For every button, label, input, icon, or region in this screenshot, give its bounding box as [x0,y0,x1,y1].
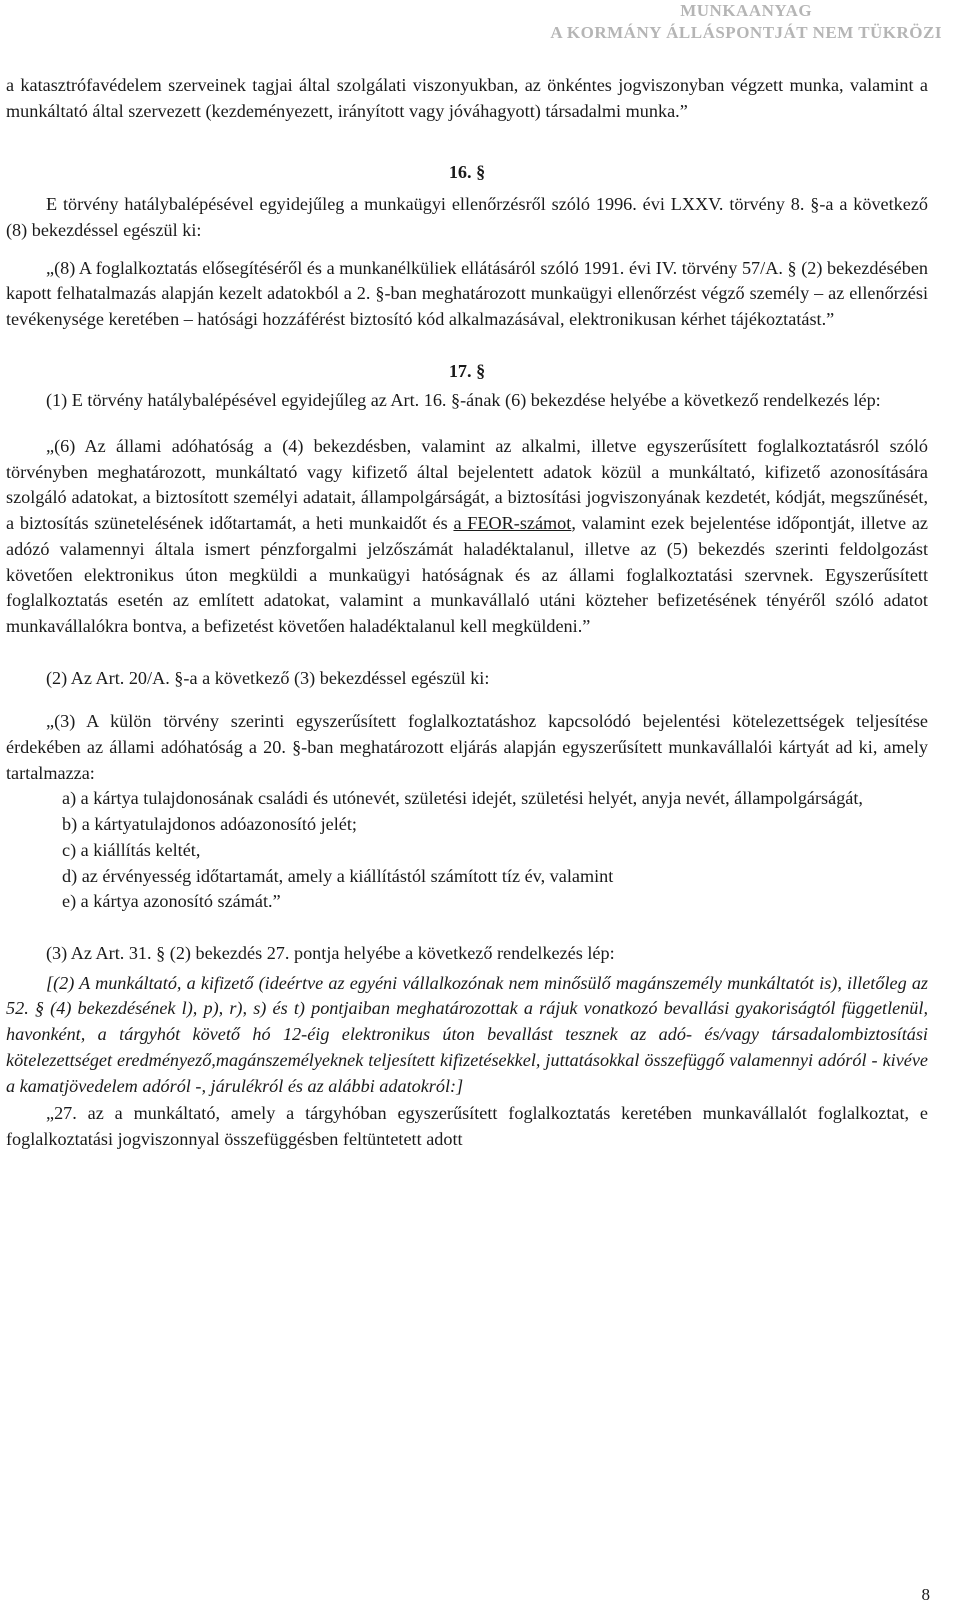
header-line-1: MUNKAANYAG [680,1,813,20]
quote-6-part-2: , valamint ezek bejelentése időpontját, illetve az adózó valamennyi általa ismert pénzforgalmi jelzőszámát haladéktalanul, illetve az (5) bekezdés szerinti feldolgozást követően elektronikus úton megküldi a munkaügyi hatóságnak és az állami foglalkoztatási szervnek. Egyszerűsített foglalkoztatás esetén az említett adatokat, valamint a munkavállaló utáni közteher befizetésének tényéről szóló adatot munkavállalókra bontva, a befizetést követően haladéktalanul kell megküldeni.” [6,513,928,636]
watermark-header [550,0,942,44]
paragraph-intro: a katasztrófavédelem szerveinek tagjai által szolgálati viszonyukban, az önkéntes jogviszonyban végzett munka, valamint a munkáltató által szervezett (kezdeményezett, irányított vagy jóváhagyott) társadalmi munka.” [6,75,928,121]
section-17-heading: 17. § [448,360,486,381]
quote-27: „27. az a munkáltató, amely a tárgyhóban egyszerűsített foglalkoztatás keretében munkavállalót foglalkoztat, e foglalkoztatási jogviszonnyal összefüggésben feltüntetett adott [6,1103,928,1149]
quote-31-2-italic: [(2) A munkáltató, a kifizető (ideértve az egyéni vállalkozónak nem minősülő magánszemély munkáltatót is), illetőleg az 52. § (4) bekezdésének l), p), r), s) és t) pontjaiban meghatározottak a rájuk vonatkozó bevallási gyakoriságtól függetlenül, havonként, a tárgyhót követő hó 12-éig elektronikus úton bevallást tesznek az adó- és/vagy társadalombiztosítási kötelezettséget eredményező,magánszemélyeknek teljesített kifizetésekkel, juttatásokkal összefüggő valamennyi adóról - kivéve a kamatjövedelem adóról -, járulékról és az alábbi adatokról:] [6,972,928,1096]
list-item-d: d) az érvényesség időtartamát, amely a kiállítástól számított tíz év, valamint [62,865,614,886]
list-item-c: c) a kiállítás keltét, [62,839,201,860]
quote-3: „(3) A külön törvény szerinti egyszerűsített foglalkoztatáshoz kapcsolódó bejelentési kötelezettségek teljesítése érdekében az állami adóhatóság a 20. §-ban meghatározott eljárás alapján egyszerűsített munkavállalói kártyát ad ki, amely tartalmazza: [6,711,928,783]
paragraph-16: E törvény hatálybalépésével egyidejűleg a munkaügyi ellenőrzésről szóló 1996. évi LXXV. törvény 8. §-a a következő (8) bekezdéssel egészül ki: [6,194,928,240]
feor-underlined: a FEOR-számot [453,513,572,534]
list-item-e: e) a kártya azonosító számát.” [62,891,281,912]
quote-6-part-1: „(6) Az állami adóhatóság a (4) bekezdésben, valamint az alkalmi, illetve egyszerűsített foglalkoztatásról szóló törvényben meghatározott, munkáltató vagy kifizető által bejelentett adatok közül a munkáltató, kifizető azonosítására szolgáló adatokat, a biztosított személyi adatait, állampolgárságát, a biztosítási jogviszonyának kezdetét, kódját, megszűnését, a biztosítás szünetelésének időtartamát, a heti munkaidőt és [6,436,928,534]
paragraph-17-1: (1) E törvény hatálybalépésével egyidejűleg az Art. 16. §-ának (6) bekezdése helyébe a következő rendelkezés lép: [46,390,881,411]
list-item-a: a) a kártya tulajdonosának családi és utónevét, születési idejét, születési helyét, anyja nevét, állampolgárságát, [62,788,863,809]
quote-8: „(8) A foglalkoztatás elősegítéséről és a munkanélküliek ellátásáról szóló 1991. évi IV. törvény 57/A. § (2) bekezdésében kapott felhatalmazás alapján kezelt adatokból a 2. §-ban meghatározott munkaügyi ellenőrzést végző személy – az ellenőrzési tevékenysége keretében – hatósági hozzáférést biztosító kód alkalmazásával, elektronikusan kérhet tájékoztatást.” [6,257,928,329]
section-16-heading: 16. § [448,162,486,183]
header-line-2: A KORMÁNY ÁLLÁSPONTJÁT NEM TÜKRÖZI [550,23,942,42]
page-number: 8 [921,1585,930,1604]
list-item-b: b) a kártyatulajdonos adóazonosító jelét; [62,814,357,835]
paragraph-17-2: (2) Az Art. 20/A. §-a a következő (3) bekezdéssel egészül ki: [46,667,490,688]
quote-6 [6,434,928,640]
document-body [6,73,928,1153]
paragraph-17-3: (3) Az Art. 31. § (2) bekezdés 27. pontja helyébe a következő rendelkezés lép: [46,942,615,963]
